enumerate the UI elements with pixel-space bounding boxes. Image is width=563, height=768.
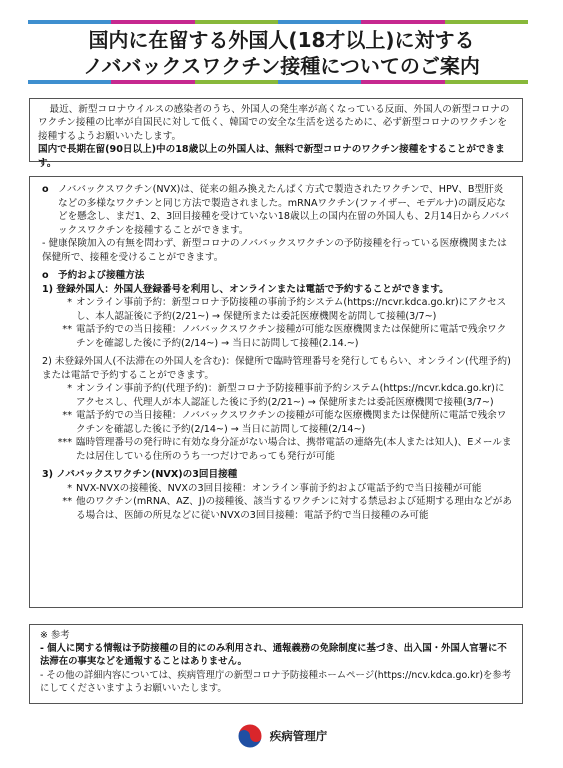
item1-online <box>42 296 512 323</box>
taegeuk-logo-icon <box>236 722 264 750</box>
intro-emphasis: 国内で長期在留(90日以上)中の18歳以上の外国人は、無料で新型コロナのワクチン接種をすることができます。 <box>38 144 505 169</box>
item1-online-text: オンライン事前予約：新型コロナ予防接種の事前予約システム(https://ncvr.kdca.go.kr)にアクセスし、本人認証後に予約(2/21~) → 保健所または委託医療機関を訪問して接種(3/7~) <box>76 297 507 322</box>
note-marker: ** <box>62 410 72 421</box>
bottom-color-bar <box>28 80 528 84</box>
page-title-line1: 国内に在留する外国人(18才以上)に対する <box>88 28 475 52</box>
item2-phone <box>42 409 512 436</box>
item3-nvx <box>42 482 512 496</box>
reservation-heading: 予約および接種方法 <box>58 270 145 281</box>
item3-nvx-text: NVX-NVXの接種後、NVXの3回目接種：オンライン事前予約および電話予約で当日接種が可能 <box>76 482 482 494</box>
reference-item-website: - その他の詳細内容については、疾病管理庁の新型コロナ予防接種ホームページ(https://ncv.kdca.go.kr)を参考にしてくださいますようお願いいたします。 <box>40 669 512 694</box>
item2-temp-id-text: 臨時管理番号の発行時に有効な身分証がない場合は、携帯電話の連絡先(本人または知人)、Eメールまたは居住している住所のうち一つだけであっても発行が可能 <box>76 437 512 462</box>
top-color-bar <box>28 20 528 24</box>
organization-name: 疾病管理庁 <box>269 729 328 743</box>
intro-box <box>29 98 523 169</box>
reference-item-privacy: - 個人に関する情報は予防接種の目的にのみ利用され、通報義務の免除制度に基づき、出入国・外国人官署に不法滞在の事実などを通報することはありません。 <box>40 643 507 668</box>
item3-other-text: 他のワクチン(mRNA、AZ、J)の接種後、該当するワクチンに対する禁忌および延期する理由などがある場合は、医師の所見などに従いNVXの3回目接種：電話予約で当日接種のみ可能 <box>76 496 512 521</box>
footer <box>0 722 563 750</box>
reference-box <box>29 624 523 704</box>
item2-online <box>42 382 512 409</box>
insurance-note: - 健康保険加入の有無を問わず、新型コロナのノババックスワクチンの予防接種を行っている医療機関または保健所で、接種を受けることができます。 <box>42 238 507 263</box>
note-marker: * <box>67 383 72 394</box>
bullet-marker: o <box>42 270 49 281</box>
note-marker: ** <box>62 324 72 335</box>
bullet-marker: o <box>42 184 49 195</box>
item2-title: 2) 未登録外国人(不法滞在の外国人を含む)：保健所で臨時管理番号を発行してもらい、オンライン(代理予約)または電話で予約することができます。 <box>42 356 511 381</box>
item2-phone-text: 電話予約での当日接種：ノババックスワクチンの接種が可能な医療機関または保健所に電話で残余ワクチンを確認した後に予約(2/14~) → 当日に訪問して接種(2/14~) <box>76 410 507 435</box>
section-nvx <box>42 183 512 237</box>
item2-online-text: オンライン事前予約(代理予約)：新型コロナ予防接種事前予約システム(https://ncvr.kdca.go.kr)にアクセスし、代理人が本人認証した後に予約(2/21~) → 保健所または委託医療機関で接種(3/7~) <box>76 383 505 408</box>
page-title-line2: ノババックスワクチン接種についてのご案内 <box>83 54 480 78</box>
nvx-description: ノババックスワクチン(NVX)は、従来の組み換えたんぱく方式で製造されたワクチンで、HPV、B型肝炎などの多様なワクチンと同じ方法で製造されました。mRNAワクチン(ファイザー、モデルナ)の副反応などを懸念し、まだ1、2、3回目接種を受けていない18歳以上の国内在留の外国人も、2月14日からノババックスワクチンを接種することができます。 <box>58 184 509 236</box>
item2-temp-id <box>42 436 512 463</box>
note-marker: *** <box>57 437 72 448</box>
reference-heading: ※ 参考 <box>40 630 70 641</box>
item1-title: 1) 登録外国人：外国人登録番号を利用し、オンラインまたは電話で予約することができます。 <box>42 283 449 295</box>
note-marker: * <box>67 297 72 308</box>
item1-phone <box>42 323 512 350</box>
item3-other <box>42 495 512 522</box>
item3-title: 3) ノババックスワクチン(NVX)の3回目接種 <box>42 469 238 480</box>
section-reservation <box>42 269 512 283</box>
note-marker: * <box>67 482 72 494</box>
intro-paragraph: 最近、新型コロナウイルスの感染者のうち、外国人の発生率が高くなっている反面、外国人の新型コロナのワクチン接種の比率が自国民に対して低く、韓国での安全な生活を送るために、必ず新型コロナのワクチンを接種するようお願いいたします。 <box>38 104 510 142</box>
item1-phone-text: 電話予約での当日接種：ノババックスワクチン接種が可能な医療機関または保健所に電話で残余ワクチンを確認した後に予約(2/14~) → 当日に訪問して接種(2.14.~) <box>76 324 507 349</box>
main-content-box <box>29 176 523 608</box>
note-marker: ** <box>62 496 72 507</box>
